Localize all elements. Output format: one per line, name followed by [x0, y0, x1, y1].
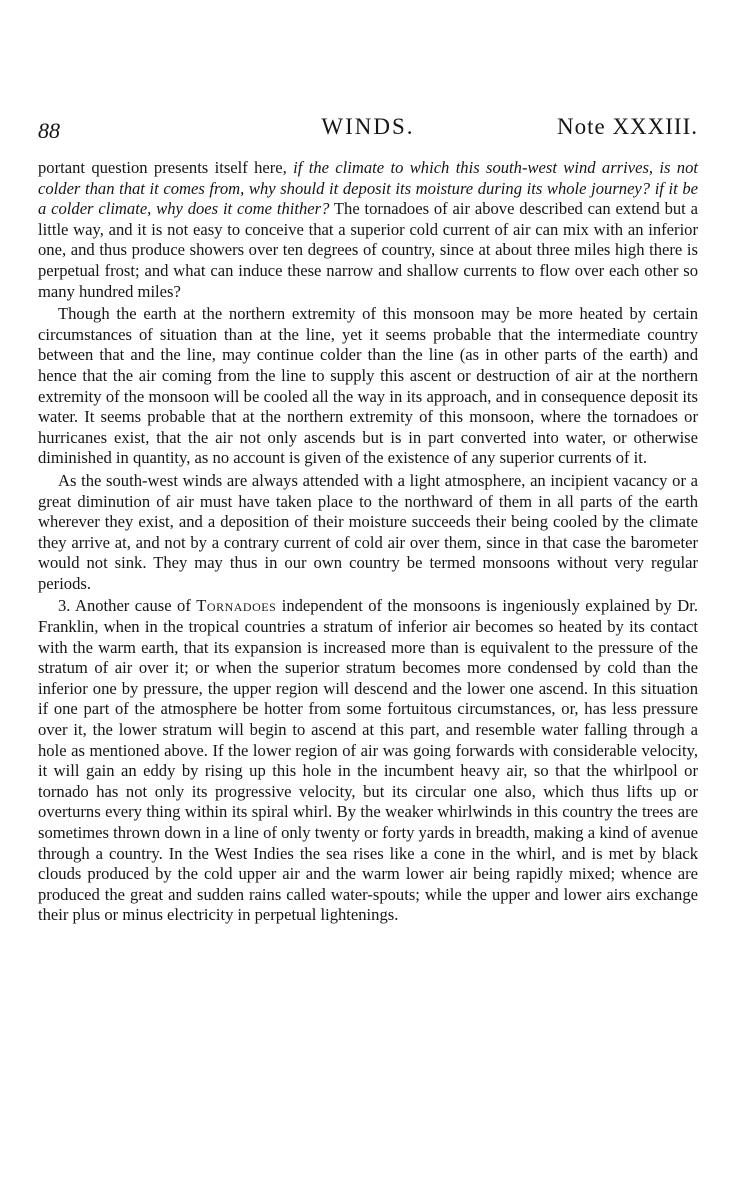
paragraph-1-italic-question: if the climate to which this south-west wind arrives, is not colder than that it comes from, why should it deposit its moisture during its whole journey? if it be a colder climate, why does it come thither?: [38, 158, 699, 219]
paragraph-4-rest: independent of the monsoons is ingeniously explained by Dr. Franklin, when in the tropical countries a stratum of inferior air becomes so heated by its contact with the warm earth, that its expansion is increased more than is equivalent to the pressure of the stratum of air over it; or when the superior stratum becomes more condensed by cold than the inferior one by pressure, the upper region will descend and the lower one ascend. In this situation if one part of the atmosphere be hotter from some fortuitous circumstances, or, has less pressure over it, the lower stratum will begin to ascend at this part, and resemble water falling through a hole as mentioned above. If the lower region of air was going forwards with considerable velocity, it will gain an eddy by rising up this hole in the incumbent heavy air, so that the whirlpool or tornado has not only its progressive velocity, but its circular one also, which thus lifts up or overturns every thing within its spiral whirl. By the weaker whirlwinds in this country the trees are sometimes thrown down in a line of only twenty or forty yards in breadth, making a kind of avenue through a country. In the West Indies the sea rises like a cone in the whirl, and is met by black clouds produced by the cold upper air and the warm lower air being rapidly mixed; whence are produced the great and sudden rains called water-spouts; while the upper and lower airs exchange their plus or minus electricity in perpetual lightenings.: [38, 596, 698, 925]
paragraph-4: [38, 596, 698, 926]
page-number: 88: [38, 118, 60, 143]
running-title: WINDS.: [321, 114, 415, 139]
paragraph-3: As the south-west winds are always attended with a light atmosphere, an incipient vacancy or a great diminution of air must have taken place to the northward of them in all parts of the earth wherever they exist, and a deposition of their moisture succeeds their being cooled by the climate they arrive at, and not by a contrary current of cold air over them, since in that case the barometer would not sink. They may thus in our own country be termed monsoons without very regular periods.: [38, 470, 698, 593]
tornadoes-term: Tornadoes: [196, 596, 277, 616]
paragraph-1: [38, 158, 698, 302]
paragraph-4-lead: 3. Another cause of: [58, 596, 197, 616]
paragraph-1-rest: The tornadoes of air above described can extend but a little way, and it is not easy to conceive that a superior cold current of air can mix with an inferior one, and thus produce showers over ten degrees of country, since at about three miles high there is perpetual frost; and what can induce these narrow and shallow currents to flow over each other so many hundred miles?: [38, 199, 698, 301]
note-label: Note XXXIII.: [556, 114, 698, 139]
page-header: [38, 114, 698, 146]
paragraph-2: Though the earth at the northern extremity of this monsoon may be more heated by certain circumstances of situation than at the line, yet it seems probable that the intermediate country between that and the line, may continue colder than the line (as in other parts of the earth) and hence that the air coming from the line to supply this ascent or destruction of air at the northern extremity of the monsoon will be cooled all the way in its approach, and in consequence deposit its water. It seems probable that at the northern extremity of this monsoon, where the tornadoes or hurricanes exist, that the air not only ascends but is in part converted into water, or otherwise diminished in quantity, as no account is given of the existence of any superior currents of it.: [38, 304, 698, 468]
paragraph-1-lead: portant question presents itself here,: [38, 158, 294, 177]
body-text: [38, 158, 698, 928]
